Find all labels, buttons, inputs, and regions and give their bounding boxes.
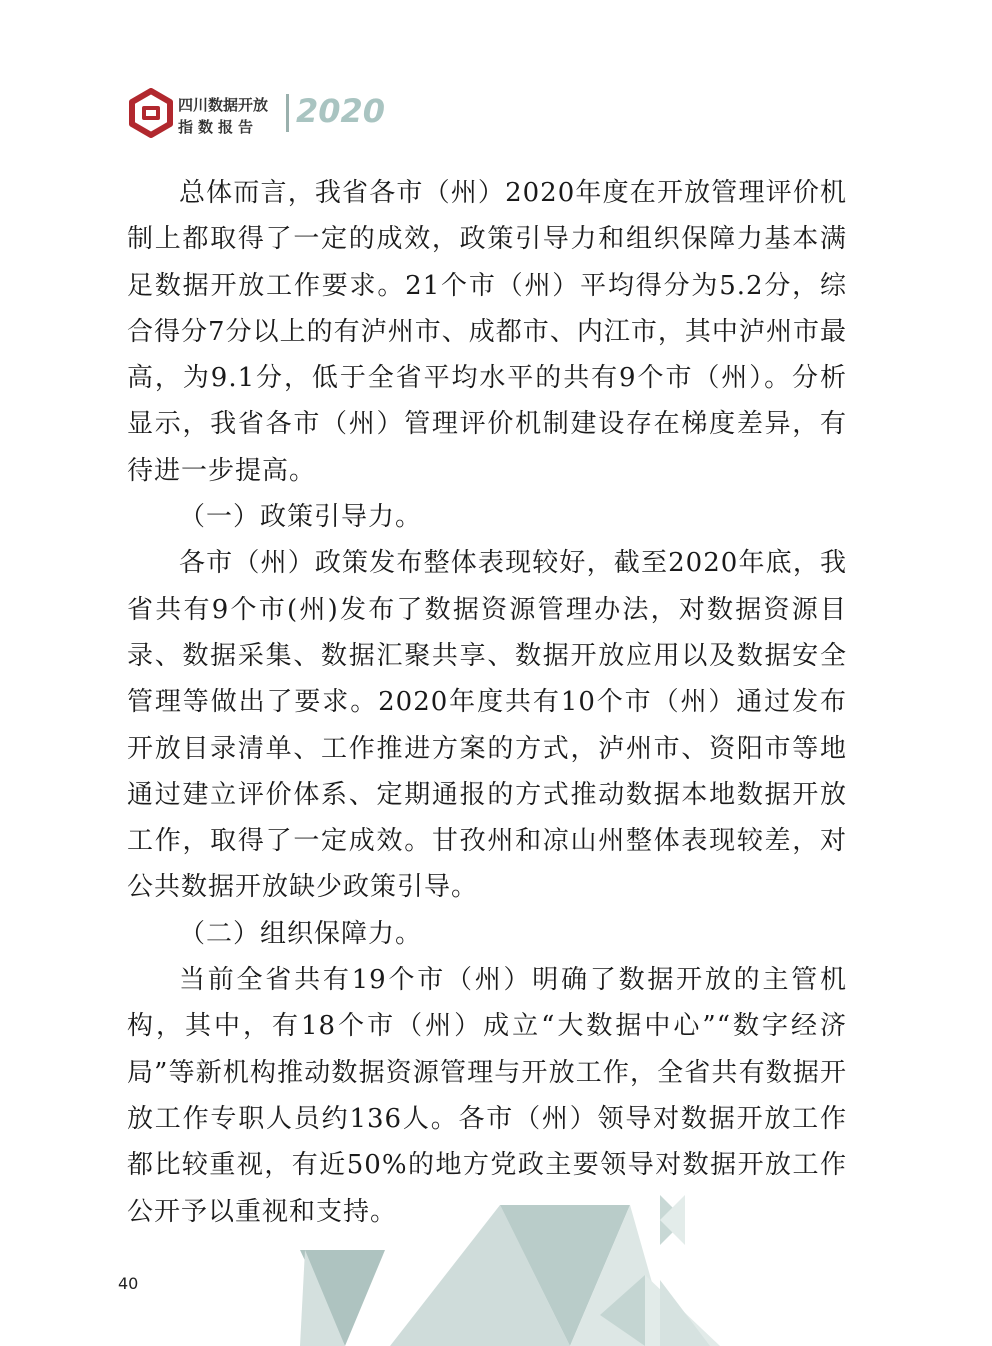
body-paragraph-policy: 各市（州）政策发布整体表现较好，截至2020年底，我省共有9个市(州)发布了数据资源管理办法，对数据资源目录、数据采集、数据汇聚共享、数据开放应用以及数据安全管理等做出了要求。2020年度共有10个市（州）通过发布开放目录清单、工作推进方案的方式，泸州市、资阳市等地通过建立评价体系、定期通报的方式推动数据本地数据开放工作，取得了一定成效。甘孜州和凉山州整体表现较差，对公共数据开放缺少政策引导。 — [127, 548, 847, 903]
brand-title: 四川数据开放 — [178, 96, 269, 114]
page-number: 40 — [118, 1274, 139, 1293]
body-paragraph-organization: 当前全省共有19个市（州）明确了数据开放的主管机构，其中，有18个市（州）成立“大数据中心”“数字经济局”等新机构推动数据资源管理与开放工作，全省共有数据开放工作专职人员约136人。各市（州）领导对数据开放工作都比较重视，有近50%的地方党政主要领导对数据开放工作公开予以重视和支持。 — [127, 965, 847, 1227]
page-content — [127, 170, 847, 1235]
section-heading-policy-guidance: （一）政策引导力。 — [179, 502, 423, 533]
body-paragraph-summary: 总体而言，我省各市（州）2020年度在开放管理评价机制上都取得了一定的成效，政策引导力和组织保障力基本满足数据开放工作要求。21个市（州）平均得分为5.2分，综合得分7分以上的有泸州市、成都市、内江市，其中泸州市最高，为9.1分，低于全省平均水平的共有9个市（州）。分析显示，我省各市（州）管理评价机制建设存在梯度差异，有待进一步提高。 — [127, 178, 847, 486]
header-divider — [286, 94, 289, 132]
page-header — [128, 86, 388, 146]
sichuan-open-data-logo-icon — [128, 88, 174, 138]
section-heading-organizational-support: （二）组织保障力。 — [179, 918, 423, 949]
report-year: 2020 — [296, 92, 386, 130]
brand-subtitle: 指数报告 — [178, 118, 259, 136]
decorative-triangles — [300, 1195, 860, 1346]
